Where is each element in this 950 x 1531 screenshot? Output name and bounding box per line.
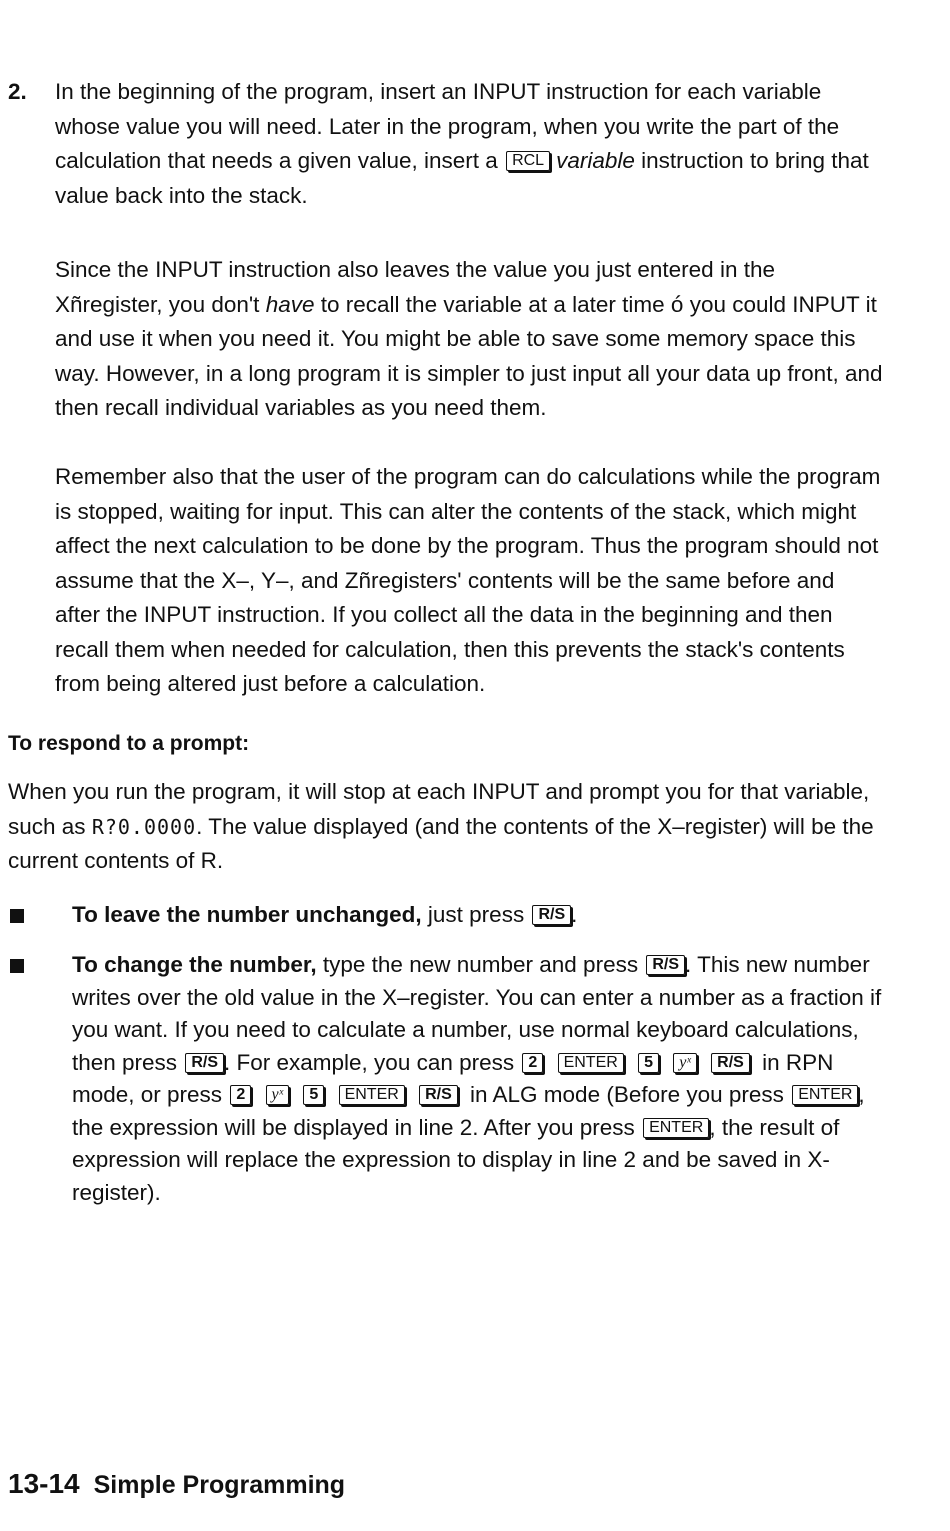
text-span: just press [427, 902, 525, 927]
enter-key: ENTER [339, 1085, 405, 1105]
step-paragraph-1 [55, 75, 885, 213]
bold-text: To leave the number unchanged, [72, 902, 422, 927]
bold-text: To change the number, [72, 952, 317, 977]
step-paragraph-3: Remember also that the user of the program can do calculations while the program is stopped, waiting for input. This can alter the contents of the stack, which might affect the next calculation to be done by the program. Thus the program should not assume that the X–, Y–, and Zñregisters' contents will be the same before and after the INPUT instruction. If you collect all the data in the beginning and then recall them when needed for calculation, then this prevents the stack's contents from being altered just before a calculation. [55, 464, 881, 696]
text-span: in RPN mode, or press [72, 1049, 834, 1107]
page-number: 13-14 [8, 1468, 80, 1499]
run-stop-key: R/S [646, 955, 685, 975]
text-span: In the beginning of the program, insert an INPUT instruction for each variable whose value you will need. Later in the program, when you write the part of the calculation that needs a given value, insert a [55, 79, 840, 173]
text-span: . For example, you can press [224, 1049, 515, 1075]
page-footer [8, 1464, 345, 1509]
text-span: , the expression will be displayed in line 2. After you press [72, 1082, 865, 1140]
enter-key: ENTER [792, 1085, 858, 1105]
text-span: . This new number writes over the old value in the X–register. You can enter a number as a fraction if you want. If you need to calculate a number, use normal keyboard calculations, then press [72, 952, 882, 1075]
text-span: . The value displayed (and the contents of the X–register) will be the current contents of R. [8, 813, 874, 873]
step-number: 2. [8, 79, 27, 104]
digit-5-key: 5 [638, 1053, 659, 1073]
step-paragraph-2 [55, 253, 885, 426]
bullet-item-change-number [72, 949, 887, 1209]
bullet-square-icon [10, 959, 24, 973]
prompt-intro-paragraph [8, 775, 888, 879]
enter-key: ENTER [643, 1118, 709, 1138]
digit-2-key: 2 [522, 1053, 543, 1073]
enter-key: ENTER [558, 1053, 624, 1073]
text-span: type the new number and press [322, 952, 639, 977]
text-span: When you run the program, it will stop at each INPUT and prompt you for that variable, such as [8, 779, 870, 839]
run-stop-key: R/S [419, 1085, 458, 1105]
text-span: in ALG mode (Before you press [470, 1082, 784, 1107]
rcl-key: RCL [506, 151, 550, 171]
bullet-square-icon [10, 909, 24, 923]
text-span: Since the INPUT instruction also leaves the value you just entered in the Xñregister, you don't [55, 257, 775, 317]
chapter-title: Simple Programming [93, 1471, 346, 1499]
text-span: , the result of expression will replace the expression to display in line 2 and be saved in X-register). [72, 1114, 840, 1205]
italic-text: have [265, 291, 315, 317]
run-stop-key: R/S [532, 905, 571, 925]
text-span: to recall the variable at a later time ó you could INPUT it and use it when you need it. You might be able to save some memory space this way. However, in a long program it is simpler to just input all your data up front, and then recall individual variables as you need them. [55, 291, 883, 420]
italic-text: variable [556, 148, 635, 173]
bullet-item-leave-unchanged [72, 898, 887, 932]
text-span: instruction to bring that value back into the stack. [55, 148, 869, 208]
run-stop-key: R/S [185, 1053, 224, 1073]
power-yx-key: yˣ [266, 1085, 290, 1105]
run-stop-key: R/S [711, 1053, 750, 1073]
lcd-display-text: R?0.0000 [91, 814, 197, 839]
text-span: . [571, 902, 578, 927]
power-yx-key: yˣ [673, 1053, 697, 1073]
digit-2-key: 2 [230, 1085, 251, 1105]
digit-5-key: 5 [303, 1085, 324, 1105]
section-heading: To respond to a prompt: [8, 732, 250, 755]
